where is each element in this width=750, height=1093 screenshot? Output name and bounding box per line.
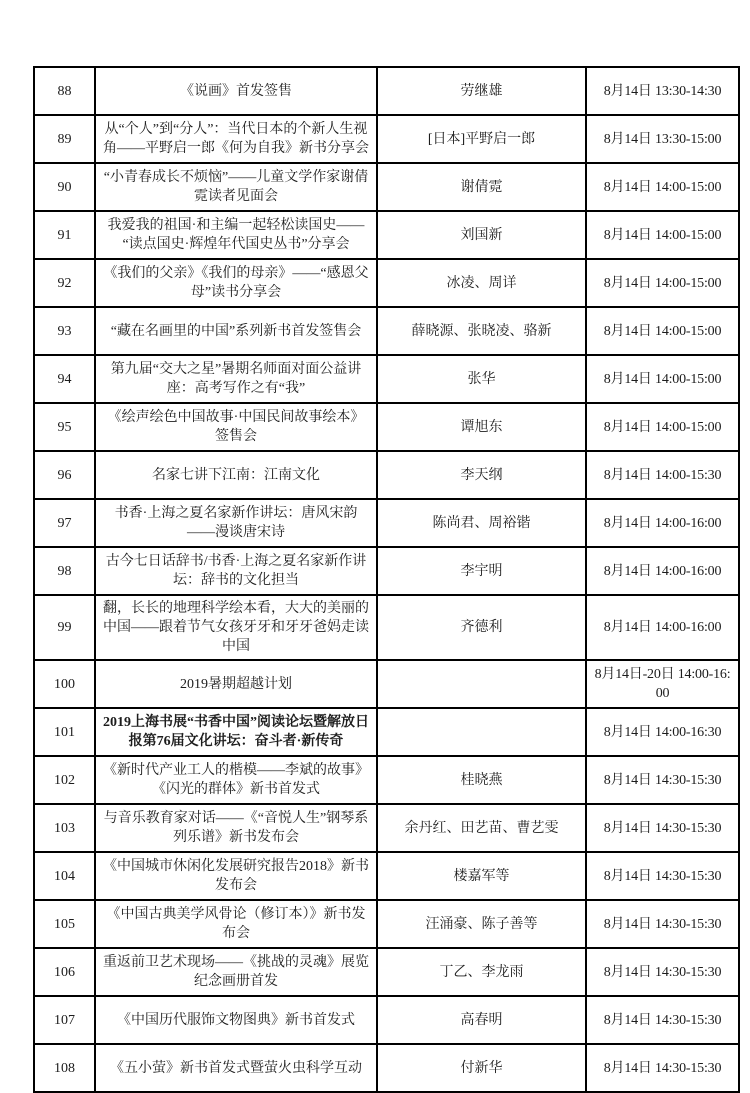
cell-event: 我爱我的祖国·和主编一起轻松读国史——“读点国史·辉煌年代国史丛书”分享会 (95, 211, 377, 259)
cell-time: 8月14日 14:00-15:00 (586, 355, 739, 403)
cell-speakers: 楼嘉军等 (377, 852, 586, 900)
cell-event: 从“个人”到“分人”：当代日本的个新人生视角——平野启一郎《何为自我》新书分享会 (95, 115, 377, 163)
cell-event: 《新时代产业工人的楷模——李斌的故事》《闪光的群体》新书首发式 (95, 756, 377, 804)
cell-speakers: 劳继雄 (377, 67, 586, 115)
cell-speakers: 丁乙、李龙雨 (377, 948, 586, 996)
cell-no: 100 (34, 660, 95, 708)
cell-time: 8月14日 14:00-15:00 (586, 163, 739, 211)
cell-event: “小青春成长不烦恼”——儿童文学作家谢倩霓读者见面会 (95, 163, 377, 211)
cell-no: 91 (34, 211, 95, 259)
cell-speakers: 汪涌豪、陈子善等 (377, 900, 586, 948)
cell-speakers (377, 708, 586, 756)
cell-event: 《中国古典美学风骨论（修订本）》新书发布会 (95, 900, 377, 948)
cell-time: 8月14日 14:30-15:30 (586, 996, 739, 1044)
cell-time: 8月14日 14:00-15:00 (586, 307, 739, 355)
cell-time: 8月14日 14:30-15:30 (586, 948, 739, 996)
cell-no: 101 (34, 708, 95, 756)
cell-speakers: 薛晓源、张晓凌、骆新 (377, 307, 586, 355)
cell-no: 108 (34, 1044, 95, 1092)
cell-event: 《中国历代服饰文物图典》新书首发式 (95, 996, 377, 1044)
cell-speakers: 李天纲 (377, 451, 586, 499)
cell-event: 《中国城市休闲化发展研究报告2018》新书发布会 (95, 852, 377, 900)
table-row (34, 900, 739, 948)
cell-time: 8月14日 14:00-15:00 (586, 211, 739, 259)
table-row (34, 163, 739, 211)
cell-event: 名家七讲下江南：江南文化 (95, 451, 377, 499)
cell-speakers: 高春明 (377, 996, 586, 1044)
table-row (34, 403, 739, 451)
cell-time: 8月14日 14:30-15:30 (586, 804, 739, 852)
cell-no: 104 (34, 852, 95, 900)
cell-time: 8月14日 14:30-15:30 (586, 900, 739, 948)
cell-time: 8月14日 13:30-14:30 (586, 67, 739, 115)
cell-event: 第九届“交大之星”暑期名师面对面公益讲座：高考写作之有“我” (95, 355, 377, 403)
cell-time: 8月14日 14:00-15:30 (586, 451, 739, 499)
event-schedule-table (33, 66, 740, 1093)
table-row (34, 259, 739, 307)
cell-no: 89 (34, 115, 95, 163)
table-row (34, 499, 739, 547)
cell-speakers: 冰凌、周详 (377, 259, 586, 307)
table-row (34, 451, 739, 499)
table-row (34, 660, 739, 708)
cell-event: 翻，长长的地理科学绘本看，大大的美丽的中国——跟着节气女孩牙牙和牙牙爸妈走读中国 (95, 595, 377, 660)
cell-time: 8月14日 13:30-15:00 (586, 115, 739, 163)
cell-event: 《五小萤》新书首发式暨萤火虫科学互动 (95, 1044, 377, 1092)
cell-no: 107 (34, 996, 95, 1044)
cell-no: 96 (34, 451, 95, 499)
cell-event: 2019暑期超越计划 (95, 660, 377, 708)
cell-time: 8月14日 14:00-16:00 (586, 595, 739, 660)
table-row (34, 708, 739, 756)
cell-time: 8月14日 14:00-15:00 (586, 259, 739, 307)
cell-event: 《我们的父亲》《我们的母亲》——“感恩父母”读书分享会 (95, 259, 377, 307)
cell-no: 103 (34, 804, 95, 852)
table-row (34, 595, 739, 660)
cell-speakers: 齐德利 (377, 595, 586, 660)
cell-no: 98 (34, 547, 95, 595)
table-row (34, 996, 739, 1044)
cell-event: 《绘声绘色中国故事·中国民间故事绘本》签售会 (95, 403, 377, 451)
table-row (34, 948, 739, 996)
cell-no: 106 (34, 948, 95, 996)
cell-speakers: 付新华 (377, 1044, 586, 1092)
cell-no: 105 (34, 900, 95, 948)
table-row (34, 1044, 739, 1092)
table-row (34, 804, 739, 852)
cell-time: 8月14日 14:30-15:30 (586, 1044, 739, 1092)
cell-event: 古今七日话辞书/书香·上海之夏名家新作讲坛：辞书的文化担当 (95, 547, 377, 595)
table-row (34, 852, 739, 900)
cell-event: 与音乐教育家对话——《“音悦人生”钢琴系列乐谱》新书发布会 (95, 804, 377, 852)
table-row (34, 307, 739, 355)
table-row (34, 115, 739, 163)
table-row (34, 355, 739, 403)
cell-no: 97 (34, 499, 95, 547)
cell-time: 8月14日 14:00-16:00 (586, 547, 739, 595)
cell-event: 2019上海书展“书香中国”阅读论坛暨解放日报第76届文化讲坛：奋斗者·新传奇 (95, 708, 377, 756)
cell-speakers (377, 660, 586, 708)
cell-speakers: 张华 (377, 355, 586, 403)
table-row (34, 756, 739, 804)
cell-no: 88 (34, 67, 95, 115)
cell-time: 8月14日 14:30-15:30 (586, 756, 739, 804)
cell-speakers: 刘国新 (377, 211, 586, 259)
cell-speakers: 余丹红、田艺苗、曹艺雯 (377, 804, 586, 852)
cell-no: 95 (34, 403, 95, 451)
cell-event: 《说画》首发签售 (95, 67, 377, 115)
cell-event: 重返前卫艺术现场——《挑战的灵魂》展览纪念画册首发 (95, 948, 377, 996)
cell-time: 8月14日 14:00-16:30 (586, 708, 739, 756)
cell-no: 90 (34, 163, 95, 211)
cell-time: 8月14日 14:30-15:30 (586, 852, 739, 900)
cell-no: 99 (34, 595, 95, 660)
cell-event: “藏在名画里的中国”系列新书首发签售会 (95, 307, 377, 355)
cell-no: 94 (34, 355, 95, 403)
cell-speakers: 桂晓燕 (377, 756, 586, 804)
cell-no: 102 (34, 756, 95, 804)
cell-speakers: 谢倩霓 (377, 163, 586, 211)
cell-no: 93 (34, 307, 95, 355)
cell-speakers: [日本]平野启一郎 (377, 115, 586, 163)
cell-time: 8月14日 14:00-15:00 (586, 403, 739, 451)
table-row (34, 547, 739, 595)
cell-speakers: 谭旭东 (377, 403, 586, 451)
schedule-table-body (34, 67, 739, 1092)
table-row (34, 211, 739, 259)
cell-time: 8月14日-20日 14:00-16:00 (586, 660, 739, 708)
cell-time: 8月14日 14:00-16:00 (586, 499, 739, 547)
cell-speakers: 李宇明 (377, 547, 586, 595)
table-row (34, 67, 739, 115)
cell-event: 书香·上海之夏名家新作讲坛：唐风宋韵——漫谈唐宋诗 (95, 499, 377, 547)
cell-speakers: 陈尚君、周裕锴 (377, 499, 586, 547)
cell-no: 92 (34, 259, 95, 307)
